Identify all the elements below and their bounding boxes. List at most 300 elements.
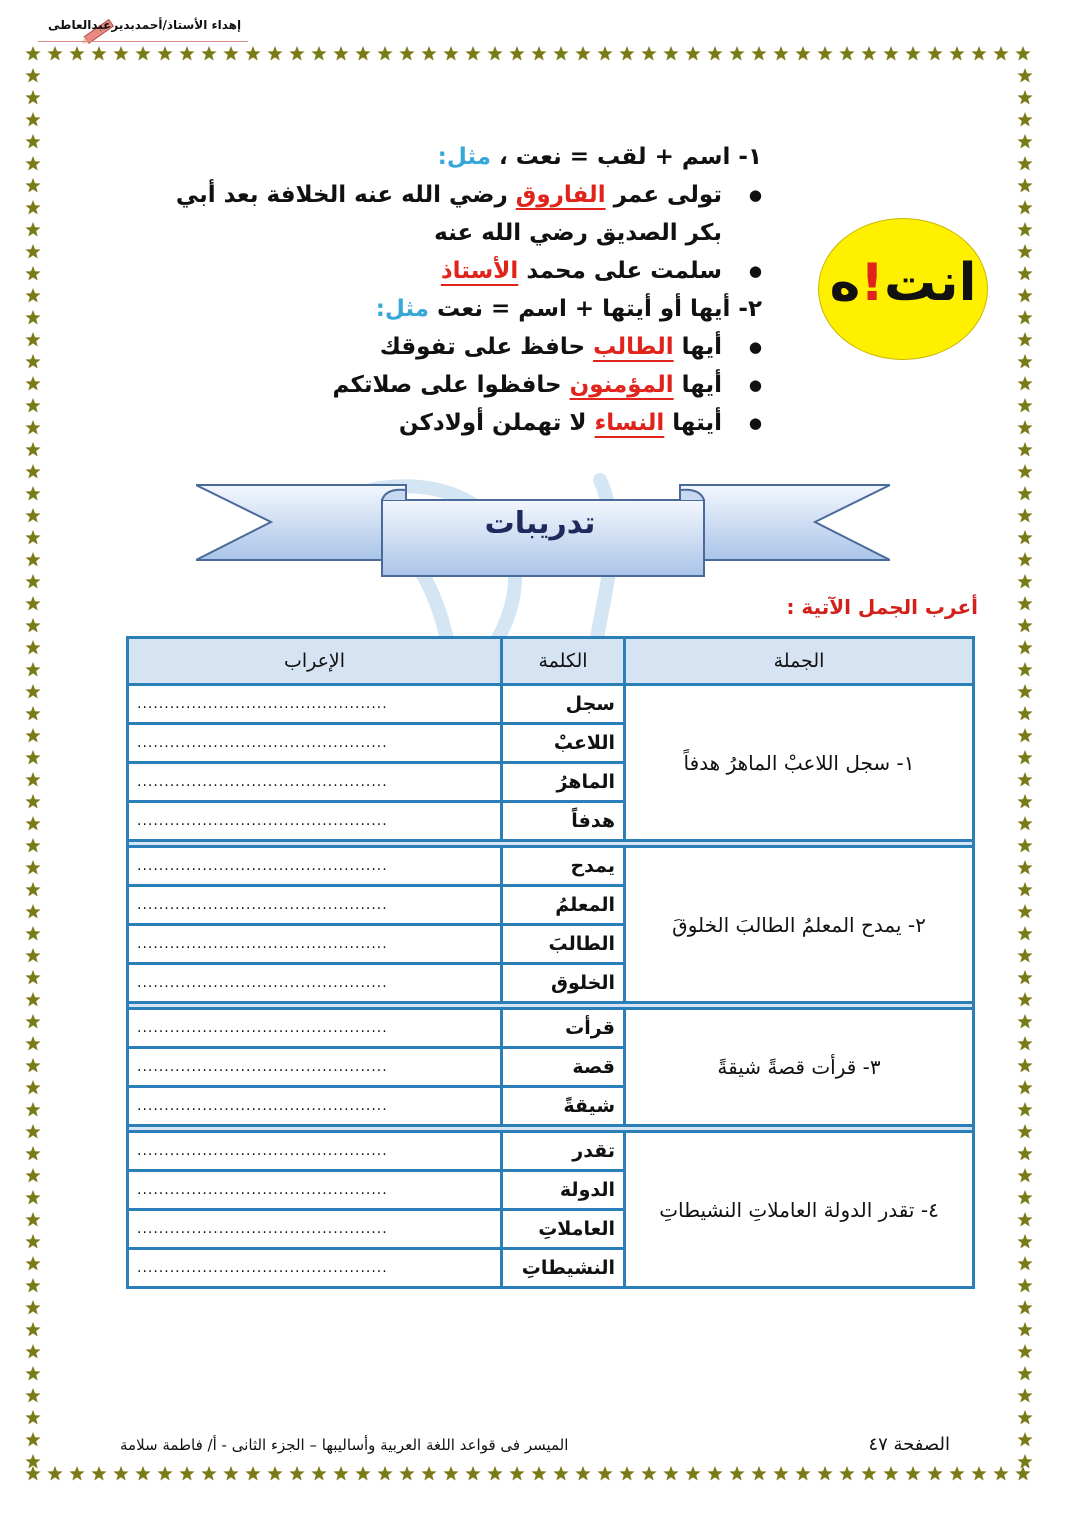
star-icon xyxy=(267,46,282,61)
example-text: لا تهملن أولادكن xyxy=(398,410,595,436)
star-icon xyxy=(25,926,40,941)
star-icon xyxy=(25,486,40,501)
star-icon xyxy=(487,1466,502,1481)
star-icon xyxy=(25,112,40,127)
example-item xyxy=(102,366,762,404)
star-icon xyxy=(619,1466,634,1481)
attention-badge xyxy=(818,218,988,360)
notes-section xyxy=(102,138,762,442)
star-icon xyxy=(641,1466,656,1481)
star-icon xyxy=(443,46,458,61)
star-icon xyxy=(773,46,788,61)
word-cell: هدفاً xyxy=(503,803,623,839)
word-cell: شيقةً xyxy=(503,1088,623,1124)
example-text: تولى عمر xyxy=(605,182,722,208)
star-icon xyxy=(333,1466,348,1481)
star-icon xyxy=(201,46,216,61)
star-icon xyxy=(1017,1454,1032,1469)
star-icon xyxy=(311,46,326,61)
star-icon xyxy=(399,1466,414,1481)
star-icon xyxy=(1017,266,1032,281)
star-icon xyxy=(1017,464,1032,479)
star-icon xyxy=(157,1466,172,1481)
star-icon xyxy=(25,1168,40,1183)
star-icon xyxy=(927,46,942,61)
star-icon xyxy=(355,1466,370,1481)
star-icon xyxy=(795,1466,810,1481)
group-separator xyxy=(129,842,972,845)
star-icon xyxy=(179,1466,194,1481)
rule-2-example-label: مثل: xyxy=(375,296,430,322)
star-icon xyxy=(619,46,634,61)
word-cell: النشيطاتِ xyxy=(503,1250,623,1286)
star-icon xyxy=(1017,1014,1032,1029)
table-row xyxy=(129,848,972,884)
star-icon xyxy=(421,46,436,61)
star-icon xyxy=(25,904,40,919)
parsing-answer-blank[interactable]: .............................................. xyxy=(129,1049,500,1085)
star-icon xyxy=(157,46,172,61)
star-icon xyxy=(1017,1058,1032,1073)
star-icon xyxy=(69,1466,84,1481)
word-cell: قصة xyxy=(503,1049,623,1085)
rule-1 xyxy=(102,138,762,176)
parsing-answer-blank[interactable]: .............................................. xyxy=(129,887,500,923)
star-icon xyxy=(1017,728,1032,743)
star-icon xyxy=(25,772,40,787)
table-row xyxy=(129,686,972,722)
star-icon xyxy=(1017,1432,1032,1447)
sentence-cell: ٤- تقدر الدولة العاملاتِ النشيطاتِ xyxy=(626,1133,972,1286)
star-icon xyxy=(25,794,40,809)
star-icon xyxy=(25,266,40,281)
group-separator xyxy=(129,1127,972,1130)
star-icon xyxy=(25,46,40,61)
star-icon xyxy=(25,200,40,215)
word-cell: تقدر xyxy=(503,1133,623,1169)
star-icon xyxy=(1017,816,1032,831)
star-icon xyxy=(267,1466,282,1481)
star-icon xyxy=(25,970,40,985)
star-icon xyxy=(443,1466,458,1481)
star-icon xyxy=(1017,178,1032,193)
star-icon xyxy=(1017,684,1032,699)
star-icon xyxy=(25,1278,40,1293)
star-icon xyxy=(465,46,480,61)
star-icon xyxy=(487,46,502,61)
example-text: حافظ على تفوقك xyxy=(379,334,594,360)
sentence-cell: ١- سجل اللاعبْ الماهرُ هدفاً xyxy=(626,686,972,839)
star-icon xyxy=(1017,1300,1032,1315)
star-icon xyxy=(729,46,744,61)
star-icon xyxy=(905,1466,920,1481)
star-icon xyxy=(25,376,40,391)
rule-2-text: ٢- أيها أو أيتها + اسم = نعت xyxy=(429,296,762,322)
star-icon xyxy=(91,46,106,61)
group-separator xyxy=(129,1004,972,1007)
example-text: أيها xyxy=(673,334,722,360)
star-icon xyxy=(25,1322,40,1337)
attention-badge-text xyxy=(819,253,987,313)
star-icon xyxy=(25,816,40,831)
star-icon xyxy=(685,46,700,61)
parsing-answer-blank[interactable]: .............................................. xyxy=(129,803,500,839)
star-icon xyxy=(883,46,898,61)
word-cell: الخلوق xyxy=(503,965,623,1001)
star-icon xyxy=(25,1102,40,1117)
star-icon xyxy=(1017,1036,1032,1051)
star-icon xyxy=(25,1124,40,1139)
star-icon xyxy=(1017,926,1032,941)
example-text: حافظوا على صلاتكم xyxy=(332,372,570,398)
example-item xyxy=(102,176,762,252)
rule-2 xyxy=(102,290,762,328)
star-icon xyxy=(1017,376,1032,391)
star-icon xyxy=(971,1466,986,1481)
section-title: تدريبات xyxy=(484,506,596,541)
star-icon xyxy=(1017,772,1032,787)
rule-1-text: ١- اسم + لقب = نعت ، xyxy=(491,144,762,170)
parsing-answer-blank[interactable]: .............................................. xyxy=(129,686,500,722)
star-icon xyxy=(1017,1080,1032,1095)
star-icon xyxy=(25,728,40,743)
parsing-answer-blank[interactable]: .............................................. xyxy=(129,725,500,761)
star-icon xyxy=(993,46,1008,61)
star-icon xyxy=(1017,706,1032,721)
exercise-instruction: أعرب الجمل الآتية : xyxy=(786,595,978,619)
word-cell: قرأت xyxy=(503,1010,623,1046)
star-icon xyxy=(25,178,40,193)
star-icon xyxy=(1017,1146,1032,1161)
star-icon xyxy=(289,1466,304,1481)
star-icon xyxy=(575,1466,590,1481)
star-icon xyxy=(729,1466,744,1481)
star-icon xyxy=(1017,134,1032,149)
star-icon xyxy=(1017,552,1032,567)
page-number: الصفحة ٤٧ xyxy=(868,1434,950,1455)
parsing-answer-blank[interactable]: .............................................. xyxy=(129,1133,500,1169)
parsing-table xyxy=(126,636,975,1289)
star-icon xyxy=(883,1466,898,1481)
star-icon xyxy=(91,1466,106,1481)
parsing-answer-blank[interactable]: .............................................. xyxy=(129,1088,500,1124)
attention-text-part: انت xyxy=(884,253,977,313)
star-icon xyxy=(1017,420,1032,435)
separator-cell xyxy=(129,1004,972,1007)
star-icon xyxy=(25,134,40,149)
example-item xyxy=(102,328,762,366)
star-icon xyxy=(1017,1102,1032,1117)
star-icon xyxy=(223,46,238,61)
star-icon xyxy=(531,1466,546,1481)
star-icon xyxy=(355,46,370,61)
star-icon xyxy=(751,1466,766,1481)
star-icon xyxy=(575,46,590,61)
star-icon xyxy=(1017,90,1032,105)
star-icon xyxy=(25,1344,40,1359)
star-icon xyxy=(377,1466,392,1481)
star-icon xyxy=(25,992,40,1007)
star-icon xyxy=(25,68,40,83)
star-icon xyxy=(135,1466,150,1481)
star-icon xyxy=(25,706,40,721)
example-highlight: الطالب xyxy=(593,334,674,360)
star-icon xyxy=(861,46,876,61)
star-icon xyxy=(25,222,40,237)
separator-cell xyxy=(129,842,972,845)
star-icon xyxy=(1017,970,1032,985)
header-credit-text: إهداء الأستاذ/أحمدبديرعبدالعاطى xyxy=(48,18,242,32)
star-icon xyxy=(25,1256,40,1271)
star-icon xyxy=(795,46,810,61)
star-icon xyxy=(25,354,40,369)
star-icon xyxy=(25,398,40,413)
star-icon xyxy=(25,838,40,853)
parsing-answer-blank[interactable]: .............................................. xyxy=(129,1172,500,1208)
parsing-answer-blank[interactable]: .............................................. xyxy=(129,1211,500,1247)
star-icon xyxy=(25,882,40,897)
star-icon xyxy=(1017,530,1032,545)
star-icon xyxy=(377,46,392,61)
star-icon xyxy=(25,530,40,545)
table-body xyxy=(129,686,972,1286)
star-icon xyxy=(25,442,40,457)
word-cell: الماهرُ xyxy=(503,764,623,800)
star-icon xyxy=(25,1234,40,1249)
star-icon xyxy=(1017,1212,1032,1227)
star-icon xyxy=(465,1466,480,1481)
example-highlight: الأستاذ xyxy=(440,258,519,284)
star-icon xyxy=(25,684,40,699)
star-icon xyxy=(113,1466,128,1481)
word-cell: الطالبَ xyxy=(503,926,623,962)
star-icon xyxy=(1017,1388,1032,1403)
star-icon xyxy=(25,1300,40,1315)
table-row xyxy=(129,1133,972,1169)
star-icon xyxy=(1017,354,1032,369)
star-icon xyxy=(1017,398,1032,413)
word-cell: اللاعبْ xyxy=(503,725,623,761)
star-icon xyxy=(861,1466,876,1481)
star-icon xyxy=(509,1466,524,1481)
star-icon xyxy=(1017,310,1032,325)
star-icon xyxy=(993,1466,1008,1481)
star-icon xyxy=(311,1466,326,1481)
star-icon xyxy=(597,46,612,61)
star-icon xyxy=(25,310,40,325)
example-highlight: النساء xyxy=(594,410,665,436)
star-icon xyxy=(1017,992,1032,1007)
star-icon xyxy=(1017,860,1032,875)
star-icon xyxy=(1017,1410,1032,1425)
star-icon xyxy=(47,46,62,61)
example-item xyxy=(102,404,762,442)
star-icon xyxy=(25,1190,40,1205)
word-cell: يمدح xyxy=(503,848,623,884)
footer-book-title: الميسر فى قواعد اللغة العربية وأساليبها – الجزء الثانى - أ/ فاطمة سلامة xyxy=(120,1436,569,1454)
star-icon xyxy=(69,46,84,61)
star-icon xyxy=(1017,596,1032,611)
star-icon xyxy=(1017,618,1032,633)
star-icon xyxy=(663,1466,678,1481)
star-icon xyxy=(25,1212,40,1227)
example-highlight: المؤمنون xyxy=(569,372,674,398)
parsing-answer-blank[interactable]: .............................................. xyxy=(129,848,500,884)
parsing-answer-blank[interactable]: .............................................. xyxy=(129,926,500,962)
star-icon xyxy=(25,1388,40,1403)
header-underline xyxy=(38,41,248,42)
star-icon xyxy=(421,1466,436,1481)
parsing-answer-blank[interactable]: .............................................. xyxy=(129,764,500,800)
word-cell: العاملاتِ xyxy=(503,1211,623,1247)
star-icon xyxy=(1017,68,1032,83)
star-icon xyxy=(25,1410,40,1425)
header-sentence: الجملة xyxy=(626,639,972,683)
star-icon xyxy=(1015,46,1030,61)
star-icon xyxy=(1017,244,1032,259)
exclamation-icon: ! xyxy=(860,253,884,313)
star-icon xyxy=(25,332,40,347)
star-icon xyxy=(817,1466,832,1481)
star-icon xyxy=(1017,1256,1032,1271)
star-icon xyxy=(707,1466,722,1481)
star-icon xyxy=(1017,750,1032,765)
star-icon xyxy=(223,1466,238,1481)
example-text: أيها xyxy=(673,372,722,398)
star-icon xyxy=(1017,486,1032,501)
parsing-answer-blank[interactable]: .............................................. xyxy=(129,965,500,1001)
star-icon xyxy=(1017,904,1032,919)
star-icon xyxy=(597,1466,612,1481)
star-icon xyxy=(25,1036,40,1051)
star-icon xyxy=(839,1466,854,1481)
star-icon xyxy=(927,1466,942,1481)
star-icon xyxy=(1017,794,1032,809)
star-icon xyxy=(245,46,260,61)
star-icon xyxy=(25,1014,40,1029)
star-icon xyxy=(25,244,40,259)
star-icon xyxy=(333,46,348,61)
star-icon xyxy=(25,1466,40,1481)
star-icon xyxy=(25,640,40,655)
star-icon xyxy=(1017,1278,1032,1293)
example-text: رضي الله عنه الخلافة بعد أبي xyxy=(175,182,516,208)
star-icon xyxy=(25,596,40,611)
star-icon xyxy=(1017,948,1032,963)
example-text: أيتها xyxy=(664,410,722,436)
attention-text-part: ه xyxy=(829,253,861,313)
star-icon xyxy=(707,46,722,61)
example-continuation: بكر الصديق رضي الله عنه xyxy=(434,220,722,246)
star-icon xyxy=(663,46,678,61)
star-icon xyxy=(1017,1234,1032,1249)
star-icon xyxy=(1017,1124,1032,1139)
star-icon xyxy=(25,156,40,171)
star-icon xyxy=(949,46,964,61)
star-icon xyxy=(25,464,40,479)
star-icon xyxy=(1017,112,1032,127)
star-icon xyxy=(25,662,40,677)
star-icon xyxy=(25,618,40,633)
star-icon xyxy=(245,1466,260,1481)
header-credit xyxy=(38,14,288,44)
parsing-answer-blank[interactable]: .............................................. xyxy=(129,1250,500,1286)
example-highlight: الفاروق xyxy=(515,182,606,208)
star-icon xyxy=(25,420,40,435)
star-icon xyxy=(1017,1168,1032,1183)
star-icon xyxy=(25,1080,40,1095)
word-cell: سجل xyxy=(503,686,623,722)
star-icon xyxy=(113,46,128,61)
star-icon xyxy=(1017,442,1032,457)
table-row xyxy=(129,1010,972,1046)
star-icon xyxy=(289,46,304,61)
star-icon xyxy=(1017,838,1032,853)
star-icon xyxy=(25,1432,40,1447)
star-icon xyxy=(201,1466,216,1481)
star-icon xyxy=(25,750,40,765)
star-icon xyxy=(1015,1466,1030,1481)
star-icon xyxy=(47,1466,62,1481)
star-icon xyxy=(1017,1366,1032,1381)
star-icon xyxy=(839,46,854,61)
star-icon xyxy=(25,1146,40,1161)
parsing-answer-blank[interactable]: .............................................. xyxy=(129,1010,500,1046)
star-icon xyxy=(751,46,766,61)
word-cell: الدولة xyxy=(503,1172,623,1208)
star-icon xyxy=(25,1366,40,1381)
star-icon xyxy=(179,46,194,61)
star-icon xyxy=(1017,882,1032,897)
example-text: سلمت على محمد xyxy=(518,258,722,284)
table-header-row xyxy=(129,639,972,683)
rule-1-example-label: مثل: xyxy=(437,144,492,170)
star-icon xyxy=(1017,662,1032,677)
star-icon xyxy=(773,1466,788,1481)
star-icon xyxy=(553,46,568,61)
star-icon xyxy=(25,552,40,567)
word-cell: المعلمُ xyxy=(503,887,623,923)
star-icon xyxy=(1017,640,1032,655)
star-icon xyxy=(905,46,920,61)
star-icon xyxy=(641,46,656,61)
star-icon xyxy=(949,1466,964,1481)
star-icon xyxy=(817,46,832,61)
star-icon xyxy=(971,46,986,61)
star-icon xyxy=(1017,574,1032,589)
star-icon xyxy=(1017,1344,1032,1359)
star-icon xyxy=(399,46,414,61)
star-icon xyxy=(1017,332,1032,347)
star-icon xyxy=(25,948,40,963)
star-icon xyxy=(25,574,40,589)
star-icon xyxy=(509,46,524,61)
star-icon xyxy=(25,1058,40,1073)
star-icon xyxy=(1017,288,1032,303)
star-icon xyxy=(1017,222,1032,237)
star-icon xyxy=(25,90,40,105)
star-icon xyxy=(1017,1190,1032,1205)
separator-cell xyxy=(129,1127,972,1130)
star-icon xyxy=(25,860,40,875)
star-icon xyxy=(685,1466,700,1481)
star-icon xyxy=(25,288,40,303)
star-icon xyxy=(25,508,40,523)
star-icon xyxy=(1017,200,1032,215)
example-item xyxy=(102,252,762,290)
sentence-cell: ٣- قرأت قصةً شيقةً xyxy=(626,1010,972,1124)
star-icon xyxy=(553,1466,568,1481)
